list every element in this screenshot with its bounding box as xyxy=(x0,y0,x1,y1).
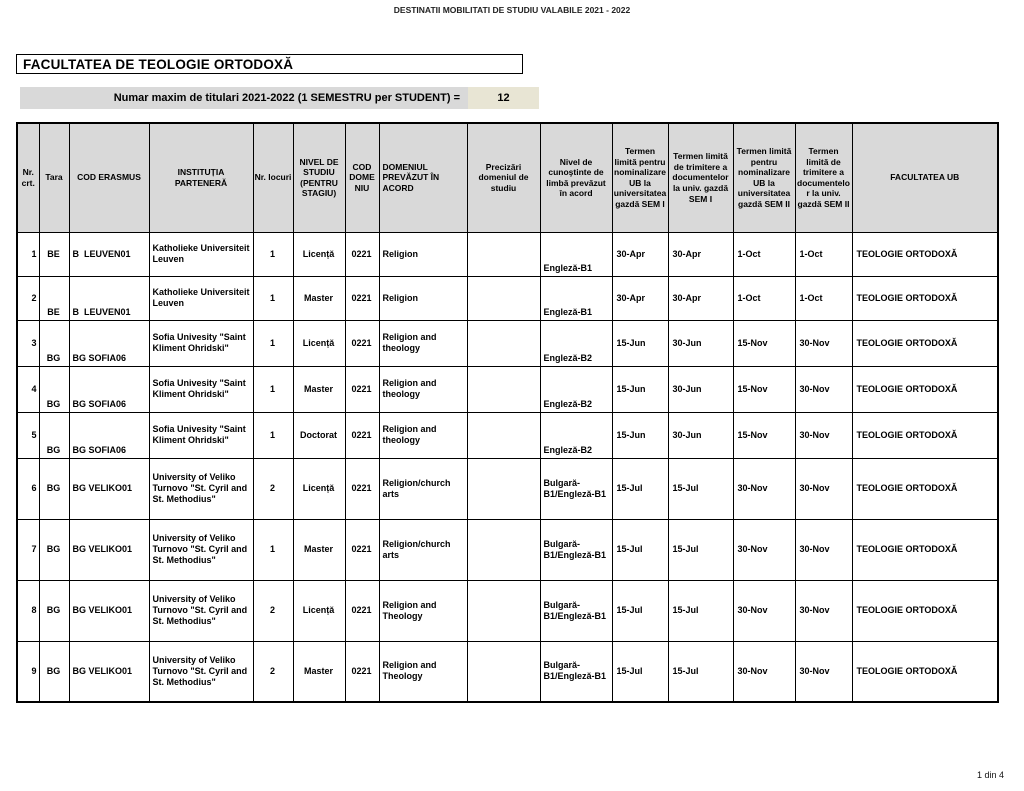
table-cell: Doctorat xyxy=(293,412,345,458)
table-cell: 1 xyxy=(253,232,293,276)
table-cell: TEOLOGIE ORTODOXĂ xyxy=(852,276,998,320)
table-cell: 30-Nov xyxy=(733,458,795,519)
table-cell: BG VELIKO01 xyxy=(69,580,149,641)
table-cell: TEOLOGIE ORTODOXĂ xyxy=(852,366,998,412)
col-header-termen-nominalizare-sem2: Termen limită pentru nominalizare UB la universitatea gazdă SEM II xyxy=(733,123,795,232)
table-cell: Sofia Univesity "Saint Kliment Ohridski" xyxy=(149,412,253,458)
table-cell: 30-Nov xyxy=(795,519,852,580)
table-cell: Master xyxy=(293,366,345,412)
table-cell: 1-Oct xyxy=(795,276,852,320)
col-header-nivel-studiu: NIVEL DE STUDIU (PENTRU STAGIU) xyxy=(293,123,345,232)
table-cell: 15-Jul xyxy=(668,641,733,702)
col-header-domeniul-acord: DOMENIUL PREVĂZUT ÎN ACORD xyxy=(379,123,467,232)
table-cell: BG SOFIA06 xyxy=(69,320,149,366)
table-cell: TEOLOGIE ORTODOXĂ xyxy=(852,232,998,276)
table-cell: University of Veliko Turnovo "St. Cyril and St. Methodius" xyxy=(149,580,253,641)
table-cell: 0221 xyxy=(345,276,379,320)
col-header-cod-erasmus: COD ERASMUS xyxy=(69,123,149,232)
table-row xyxy=(17,641,998,702)
table-cell: BG xyxy=(39,580,69,641)
table-cell: Sofia Univesity "Saint Kliment Ohridski" xyxy=(149,366,253,412)
table-cell: Master xyxy=(293,641,345,702)
table-row xyxy=(17,232,998,276)
table-cell: 30-Nov xyxy=(795,366,852,412)
table-cell: 30-Jun xyxy=(668,412,733,458)
table-cell: Engleză-B2 xyxy=(540,412,612,458)
max-titulari-row xyxy=(20,87,539,109)
table-cell: TEOLOGIE ORTODOXĂ xyxy=(852,458,998,519)
table-cell: 3 xyxy=(17,320,39,366)
table-cell: 15-Jul xyxy=(612,458,668,519)
table-cell: 8 xyxy=(17,580,39,641)
table-cell: 30-Nov xyxy=(733,519,795,580)
table-row xyxy=(17,519,998,580)
table-cell: TEOLOGIE ORTODOXĂ xyxy=(852,320,998,366)
table-cell: 0221 xyxy=(345,458,379,519)
table-cell: 30-Nov xyxy=(733,580,795,641)
table-cell xyxy=(467,519,540,580)
table-cell: 30-Apr xyxy=(668,232,733,276)
table-cell: Religion/church arts xyxy=(379,458,467,519)
table-cell: 30-Apr xyxy=(668,276,733,320)
col-header-tara: Tara xyxy=(39,123,69,232)
table-cell xyxy=(467,232,540,276)
table-cell: 15-Nov xyxy=(733,320,795,366)
table-cell: 15-Jul xyxy=(668,519,733,580)
table-cell: 15-Jul xyxy=(612,580,668,641)
mobility-table xyxy=(16,122,999,703)
table-cell: TEOLOGIE ORTODOXĂ xyxy=(852,641,998,702)
table-cell: BG VELIKO01 xyxy=(69,458,149,519)
table-cell: 2 xyxy=(253,458,293,519)
table-cell xyxy=(467,580,540,641)
table-cell: BG SOFIA06 xyxy=(69,412,149,458)
table-cell: 1-Oct xyxy=(733,232,795,276)
table-cell: 15-Nov xyxy=(733,366,795,412)
table-cell: 1 xyxy=(17,232,39,276)
table-cell: BE xyxy=(39,232,69,276)
table-cell: Licență xyxy=(293,320,345,366)
table-cell: 1 xyxy=(253,320,293,366)
table-cell: 1-Oct xyxy=(733,276,795,320)
table-row xyxy=(17,366,998,412)
table-cell: BG xyxy=(39,641,69,702)
table-cell: 4 xyxy=(17,366,39,412)
table-row xyxy=(17,276,998,320)
table-cell: Master xyxy=(293,276,345,320)
table-cell: 1 xyxy=(253,412,293,458)
faculty-title: FACULTATEA DE TEOLOGIE ORTODOXĂ xyxy=(16,54,523,74)
table-cell: Religion and theology xyxy=(379,412,467,458)
table-cell: Engleză-B2 xyxy=(540,366,612,412)
col-header-termen-nominalizare-sem1: Termen limită pentru nominalizare UB la universitatea gazdă SEM I xyxy=(612,123,668,232)
table-cell: 15-Jul xyxy=(612,641,668,702)
table-cell: 30-Nov xyxy=(795,580,852,641)
table-cell: Bulgară-B1/Engleză-B1 xyxy=(540,580,612,641)
table-cell: 5 xyxy=(17,412,39,458)
table-row xyxy=(17,412,998,458)
col-header-institutia-partenera: INSTITUȚIA PARTENERĂ xyxy=(149,123,253,232)
table-cell: 0221 xyxy=(345,232,379,276)
table-cell: B LEUVEN01 xyxy=(69,276,149,320)
table-header-row xyxy=(17,123,998,232)
table-cell: Engleză-B1 xyxy=(540,232,612,276)
table-cell: Religion xyxy=(379,232,467,276)
page-indicator: 1 din 4 xyxy=(976,770,1004,780)
table-cell: 15-Jul xyxy=(668,580,733,641)
table-row xyxy=(17,580,998,641)
table-cell: 1 xyxy=(253,519,293,580)
table-cell: BG xyxy=(39,366,69,412)
table-cell: 7 xyxy=(17,519,39,580)
col-header-cod-domeniu: COD DOMENIU xyxy=(345,123,379,232)
table-cell: 30-Jun xyxy=(668,366,733,412)
table-cell: 0221 xyxy=(345,519,379,580)
table-cell: Religion and Theology xyxy=(379,641,467,702)
table-cell: 2 xyxy=(253,641,293,702)
table-cell: 15-Nov xyxy=(733,412,795,458)
table-cell: BG xyxy=(39,519,69,580)
table-cell: Religion xyxy=(379,276,467,320)
table-cell: 15-Jun xyxy=(612,366,668,412)
col-header-facultatea-ub: FACULTATEA UB xyxy=(852,123,998,232)
table-cell: Katholieke Universiteit Leuven xyxy=(149,276,253,320)
table-cell xyxy=(467,641,540,702)
table-cell: BG VELIKO01 xyxy=(69,641,149,702)
table-cell: 30-Jun xyxy=(668,320,733,366)
table-cell: BE xyxy=(39,276,69,320)
table-cell: 1-Oct xyxy=(795,232,852,276)
table-cell: 9 xyxy=(17,641,39,702)
table-cell: Master xyxy=(293,519,345,580)
table-cell: 0221 xyxy=(345,412,379,458)
col-header-nr-crt: Nr. crt. xyxy=(17,123,39,232)
table-cell: 15-Jul xyxy=(612,519,668,580)
table-cell: University of Veliko Turnovo "St. Cyril and St. Methodius" xyxy=(149,641,253,702)
table-cell: TEOLOGIE ORTODOXĂ xyxy=(852,519,998,580)
table-body xyxy=(17,232,998,702)
table-cell: BG VELIKO01 xyxy=(69,519,149,580)
col-header-nr-locuri: Nr. locuri xyxy=(253,123,293,232)
table-cell: 30-Apr xyxy=(612,276,668,320)
table-cell: 15-Jun xyxy=(612,412,668,458)
table-cell: 0221 xyxy=(345,366,379,412)
table-cell: Licență xyxy=(293,458,345,519)
table-cell: 30-Apr xyxy=(612,232,668,276)
table-cell: 15-Jul xyxy=(668,458,733,519)
table-cell: 2 xyxy=(17,276,39,320)
max-titulari-label: Numar maxim de titulari 2021-2022 (1 SEMESTRU per STUDENT) = xyxy=(20,87,468,109)
table-cell: 30-Nov xyxy=(795,412,852,458)
table-cell xyxy=(467,412,540,458)
table-cell xyxy=(467,276,540,320)
table-cell: University of Veliko Turnovo "St. Cyril and St. Methodius" xyxy=(149,519,253,580)
table-cell: University of Veliko Turnovo "St. Cyril and St. Methodius" xyxy=(149,458,253,519)
table-cell: 1 xyxy=(253,366,293,412)
table-cell: Religion and theology xyxy=(379,320,467,366)
table-cell: Religion/church arts xyxy=(379,519,467,580)
table-cell: 15-Jun xyxy=(612,320,668,366)
table-cell: Bulgară-B1/Engleză-B1 xyxy=(540,458,612,519)
table-cell: 0221 xyxy=(345,320,379,366)
table-cell: Religion and Theology xyxy=(379,580,467,641)
table-cell: Sofia Univesity "Saint Kliment Ohridski" xyxy=(149,320,253,366)
table-cell: Katholieke Universiteit Leuven xyxy=(149,232,253,276)
table-cell: 0221 xyxy=(345,580,379,641)
document-print-header: DESTINATII MOBILITATI DE STUDIU VALABILE 2021 - 2022 xyxy=(393,5,631,15)
table-cell: BG SOFIA06 xyxy=(69,366,149,412)
table-cell: BG xyxy=(39,412,69,458)
table-cell: Licență xyxy=(293,580,345,641)
table-cell: 2 xyxy=(253,580,293,641)
table-cell: Engleză-B1 xyxy=(540,276,612,320)
col-header-termen-documente-sem2: Termen limită de trimitere a documentelor la univ. gazdă SEM II xyxy=(795,123,852,232)
table-cell: Engleză-B2 xyxy=(540,320,612,366)
table-cell: 30-Nov xyxy=(795,458,852,519)
table-cell: BG xyxy=(39,458,69,519)
table-cell: TEOLOGIE ORTODOXĂ xyxy=(852,580,998,641)
table-cell: Bulgară-B1/Engleză-B1 xyxy=(540,641,612,702)
col-header-nivel-limba: Nivel de cunoştinte de limbă prevăzut în acord xyxy=(540,123,612,232)
table-cell: BG xyxy=(39,320,69,366)
table-row xyxy=(17,458,998,519)
table-cell xyxy=(467,366,540,412)
table-cell: 0221 xyxy=(345,641,379,702)
table-cell: B LEUVEN01 xyxy=(69,232,149,276)
table-cell: 1 xyxy=(253,276,293,320)
table-cell: Bulgară-B1/Engleză-B1 xyxy=(540,519,612,580)
table-cell: Religion and theology xyxy=(379,366,467,412)
table-cell xyxy=(467,320,540,366)
table-cell: TEOLOGIE ORTODOXĂ xyxy=(852,412,998,458)
table-cell: 6 xyxy=(17,458,39,519)
table-cell xyxy=(467,458,540,519)
table-cell: 30-Nov xyxy=(795,641,852,702)
col-header-termen-documente-sem1: Termen limită de trimitere a documentelor la univ. gazdă SEM I xyxy=(668,123,733,232)
table-cell: 30-Nov xyxy=(795,320,852,366)
table-row xyxy=(17,320,998,366)
table-cell: Licență xyxy=(293,232,345,276)
table-cell: 30-Nov xyxy=(733,641,795,702)
max-titulari-value: 12 xyxy=(468,87,539,109)
col-header-precizari: Precizări domeniul de studiu xyxy=(467,123,540,232)
